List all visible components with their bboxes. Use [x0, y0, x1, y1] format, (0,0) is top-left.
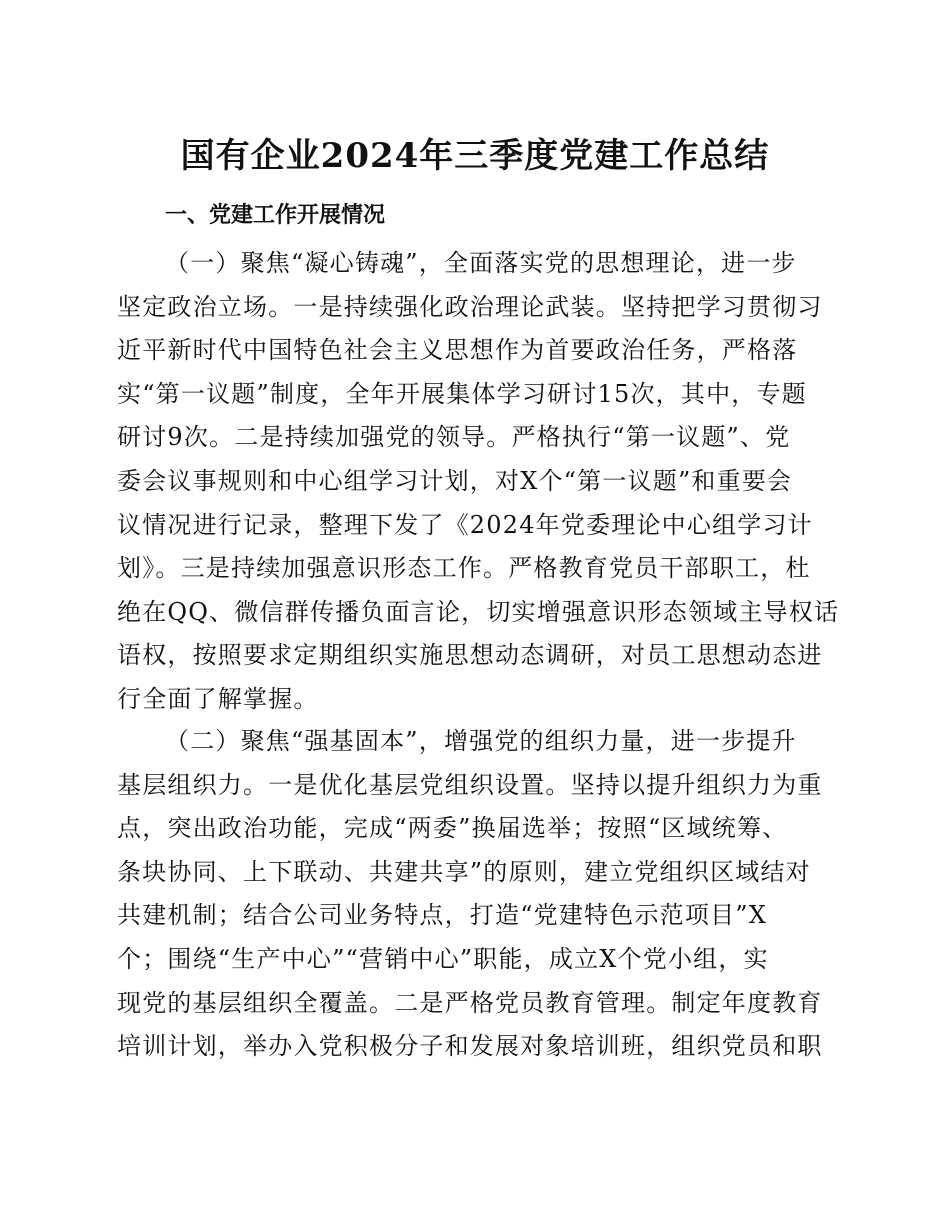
paragraph-line: 委会议事规则和中心组学习计划，对X个“第一议题”和重要会 — [117, 466, 793, 495]
paragraph-line: 研讨9次。二是持续加强党的领导。严格执行“第一议题”、党 — [117, 423, 791, 452]
paragraph-line: 语权，按照要求定期组织实施思想动态调研，对员工思想动态进 — [117, 641, 823, 670]
paragraph-line: 点，突出政治功能，完成“两委”换届选举；按照“区域统筹、 — [117, 814, 788, 843]
paragraph-line: （二）聚焦“强基固本”，增强党的组织力量，进一步提升 — [165, 727, 797, 755]
document-title: 国有企业2024年三季度党建工作总结 — [180, 136, 770, 176]
paragraph-line: 共建机制；结合公司业务特点，打造“党建特色示范项目”X — [117, 901, 768, 930]
paragraph-1 — [117, 242, 840, 722]
paragraph-line: 划》。三是持续加强意识形态工作。严格教育党员干部职工，杜 — [117, 554, 811, 583]
paragraph-line: 坚定政治立场。一是持续强化政治理论武装。坚持把学习贯彻习 — [117, 292, 823, 321]
paragraph-line: 培训计划，举办入党积极分子和发展对象培训班，组织党员和职 — [117, 1032, 823, 1061]
paragraph-line: 实“第一议题”制度，全年开展集体学习研讨15次，其中，专题 — [117, 379, 807, 408]
paragraph-line: 行全面了解掌握。 — [117, 684, 319, 713]
paragraph-line: 条块协同、上下联动、共建共享”的原则，建立党组织区域结对 — [117, 857, 811, 886]
paragraph-line: 近平新时代中国特色社会主义思想作为首要政治任务，严格落 — [117, 336, 798, 365]
paragraph-line: 绝在QQ、微信群传播负面言论，切实增强意识形态领域主导权话 — [117, 597, 840, 626]
paragraph-line: （一）聚焦“凝心铸魂”，全面落实党的思想理论，进一步 — [165, 249, 797, 277]
paragraph-2 — [117, 720, 822, 1069]
paragraph-line: 基层组织力。一是优化基层党组织设置。坚持以提升组织力为重 — [117, 770, 823, 799]
section-heading: 一、党建工作开展情况 — [165, 203, 386, 228]
paragraph-line: 现党的基层组织全覆盖。二是严格党员教育管理。制定年度教育 — [117, 988, 823, 1017]
paragraph-line: 个；围绕“生产中心”“营销中心”职能，成立X个党小组，实 — [117, 944, 769, 973]
paragraph-line: 议情况进行记录，整理下发了《2024年党委理论中心组学习计 — [117, 510, 813, 539]
